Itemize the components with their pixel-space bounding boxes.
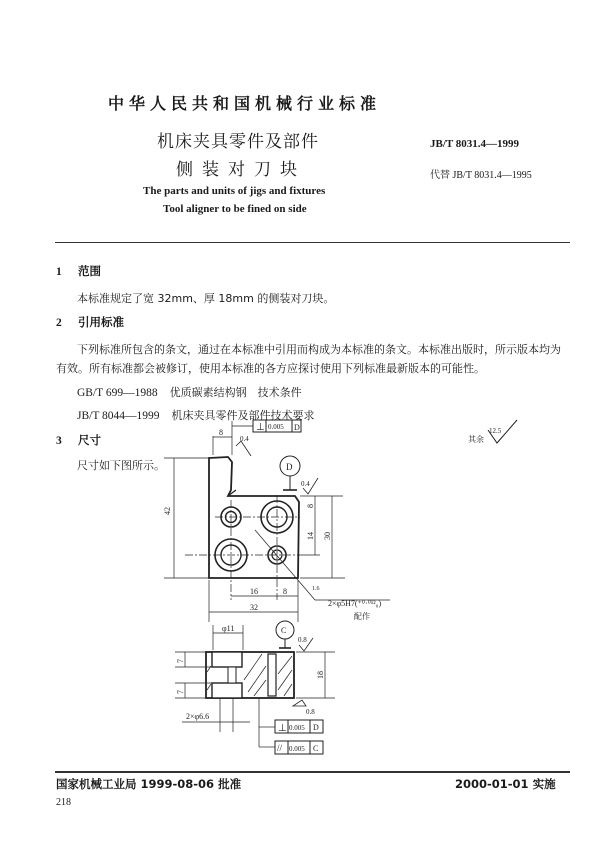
effective-date: 2000-01-01 实施 xyxy=(455,777,556,791)
tolerance-frame-parallelism xyxy=(275,741,323,754)
roughness-value: 0.4 xyxy=(301,480,310,488)
title-english-line2: Tool aligner to be fined on side xyxy=(163,203,307,215)
section-1-text: 本标准规定了宽 32mm、厚 18mm 的侧装对刀块。 xyxy=(77,292,335,305)
title-english-line1: The parts and units of jigs and fixtures xyxy=(143,185,326,197)
tolerance-datum: D xyxy=(294,423,300,432)
dim-2x-phi6-6: 2×φ6.6 xyxy=(186,712,210,721)
section-dimension-lines xyxy=(175,625,335,747)
dim-30: 30 xyxy=(323,532,332,540)
section-title: 范围 xyxy=(78,264,101,278)
section-2-text: 下列标准所包含的条文，通过在本标准中引用而构成为本标准的条文。本标准出版时，所示版本均为有效。所有标准都会被修订，使用本标准的各方应探讨使用下列标准最新版本的可能性。 xyxy=(56,343,561,375)
section-view xyxy=(206,652,294,698)
roughness-value: 0.8 xyxy=(298,636,307,644)
dim-32: 32 xyxy=(250,603,258,612)
perpendicularity-icon: ⊥ xyxy=(256,422,265,433)
section-title: 尺寸 xyxy=(78,433,101,447)
replaces-standard: 代替 JB/T 8031.4—1995 xyxy=(430,170,532,181)
dim-16: 16 xyxy=(250,587,258,596)
tolerance-frame-perpendicularity xyxy=(275,720,323,734)
datum-D xyxy=(280,456,300,490)
dim-8-top: 8 xyxy=(219,428,223,437)
roughness-value: 0.4 xyxy=(240,435,249,443)
roughness-value: 1.6 xyxy=(312,586,320,592)
roughness-value: 0.8 xyxy=(306,708,315,716)
section-number: 2 xyxy=(56,317,62,329)
title-chinese-line2: 侧装对刀块 xyxy=(176,160,306,180)
tolerance-value: 0.005 xyxy=(289,724,305,732)
section-title: 引用标准 xyxy=(78,315,124,329)
roughness-symbol xyxy=(293,700,306,706)
rest-label: 其余 xyxy=(468,435,484,444)
roughness-symbol xyxy=(236,441,251,456)
tolerance-datum: D xyxy=(313,723,319,732)
roughness-value: 12.5 xyxy=(489,427,502,435)
dim-8-bottom: 8 xyxy=(283,587,287,596)
hole-note-fit: 配作 xyxy=(354,612,370,621)
dim-7b: 7 xyxy=(176,690,185,694)
reference-code: JB/T 8044—1999 xyxy=(77,410,160,422)
issuing-organization: 中华人民共和国机械行业标准 xyxy=(108,94,382,113)
dim-14: 14 xyxy=(306,532,315,540)
dim-7a: 7 xyxy=(176,659,185,663)
footer-rule xyxy=(55,771,570,773)
dim-42: 42 xyxy=(163,507,172,515)
standard-code: JB/T 8031.4—1999 xyxy=(430,138,520,150)
tolerance-value: 0.005 xyxy=(289,745,305,753)
reference-code: GB/T 699—1988 xyxy=(77,387,158,399)
tolerance-value: 0.005 xyxy=(268,423,284,431)
datum-label: C xyxy=(281,626,287,635)
dim-8-right: 8 xyxy=(306,504,315,508)
dim-18: 18 xyxy=(316,671,325,679)
hole-note: 2×φ5H7(⁺⁰·⁰¹²₀) xyxy=(328,599,382,608)
approval-info: 国家机械工业局 1999-08-06 批准 xyxy=(56,777,242,791)
tolerance-datum: C xyxy=(313,744,319,753)
tolerance-frame-top xyxy=(253,420,301,433)
page-number: 218 xyxy=(56,797,71,808)
reference-title: 优质碳素结构钢 技术条件 xyxy=(169,386,302,399)
dimension-lines xyxy=(164,421,390,622)
parallelism-icon: // xyxy=(277,743,283,753)
datum-label: D xyxy=(286,462,293,472)
section-number: 1 xyxy=(56,266,62,278)
dim-phi11: φ11 xyxy=(222,624,235,633)
datum-C xyxy=(276,621,294,648)
section-3-text: 尺寸如下图所示。 xyxy=(77,459,165,472)
perpendicularity-icon: ⊥ xyxy=(278,723,287,734)
section-number: 3 xyxy=(56,435,62,447)
reference-title: 机床夹具零件及部件技术要求 xyxy=(171,409,315,422)
title-chinese-line1: 机床夹具零件及部件 xyxy=(157,132,319,152)
